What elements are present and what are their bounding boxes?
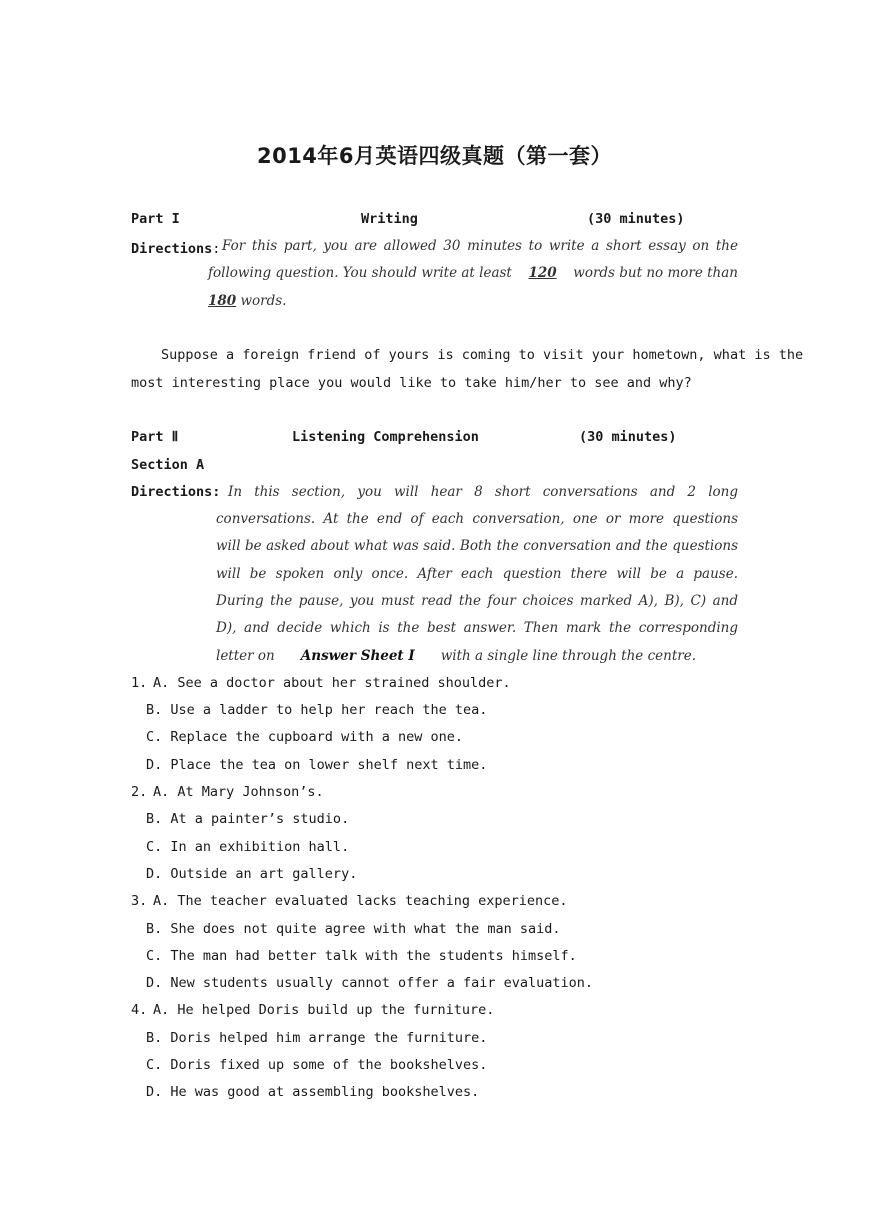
part2-directions-line-6: D), and decide which is the best answer. Then mark the corresponding	[216, 620, 738, 636]
part2-directions-line-1: In this section, you will hear 8 short conversations and 2 long	[228, 484, 738, 500]
writing-prompt-line-2: most interesting place you would like to take him/her to see and why?	[131, 375, 692, 391]
option-b: B. Use a ladder to help her reach the tea.	[146, 702, 488, 718]
part2-name: Listening Comprehension	[292, 429, 479, 445]
word-min: 120	[528, 265, 557, 281]
directions-text: with a single line through the centre.	[440, 648, 696, 664]
directions-text: letter on	[216, 648, 275, 664]
answer-sheet-label: Answer Sheet I	[300, 648, 415, 664]
option-d: D. Place the tea on lower shelf next time.	[146, 757, 488, 773]
part1-directions-label: Directions	[131, 241, 213, 257]
option-d: D. He was good at assembling bookshelves.	[146, 1084, 480, 1100]
option-c: C. Replace the cupboard with a new one.	[146, 729, 463, 745]
directions-text: words but no more than	[573, 265, 738, 281]
directions-text: following question. You should write at least	[208, 265, 512, 281]
part2-directions-line-7	[216, 648, 696, 664]
part1-directions-line-3	[208, 293, 286, 309]
section-a-heading: Section A	[131, 457, 205, 473]
word-max: 180	[208, 293, 237, 309]
option-a: A. See a doctor about her strained shoulder.	[153, 675, 511, 691]
part2-directions-line-3: will be asked about what was said. Both the conversation and the questions	[216, 538, 738, 554]
option-c: C. Doris fixed up some of the bookshelves.	[146, 1057, 488, 1073]
option-a: A. He helped Doris build up the furniture.	[153, 1002, 495, 1018]
question-number: 1.	[131, 675, 148, 691]
part2-directions-line-5: During the pause, you must read the four choices marked A), B), C) and	[216, 593, 738, 609]
part1-time: (30 minutes)	[587, 211, 685, 227]
question-number: 4.	[131, 1002, 148, 1018]
part1-directions-line-2	[208, 265, 738, 281]
part1-directions-heading	[131, 238, 220, 257]
option-b: B. At a painter’s studio.	[146, 811, 350, 827]
option-c: C. In an exhibition hall.	[146, 839, 350, 855]
directions-text: words.	[240, 293, 287, 309]
option-b: B. Doris helped him arrange the furniture.	[146, 1030, 488, 1046]
part2-directions-line-2: conversations. At the end of each conversation, one or more questions	[216, 511, 738, 527]
option-c: C. The man had better talk with the students himself.	[146, 948, 577, 964]
part2-directions-label: Directions:	[131, 484, 221, 500]
question-number: 2.	[131, 784, 148, 800]
question-number: 3.	[131, 893, 148, 909]
part1-label: Part I	[131, 211, 180, 227]
part1-name: Writing	[361, 211, 418, 227]
part2-directions-line-4: will be spoken only once. After each question there will be a pause.	[216, 566, 738, 582]
part1-directions-line-1: For this part, you are allowed 30 minutes to write a short essay on the	[222, 238, 738, 254]
option-a: A. The teacher evaluated lacks teaching experience.	[153, 893, 568, 909]
part2-label: Part Ⅱ	[131, 429, 179, 445]
option-b: B. She does not quite agree with what the man said.	[146, 921, 561, 937]
part1-directions-colon: :	[212, 241, 221, 257]
option-d: D. Outside an art gallery.	[146, 866, 358, 882]
writing-prompt-line-1: Suppose a foreign friend of yours is coming to visit your hometown, what is the	[161, 347, 804, 363]
option-d: D. New students usually cannot offer a fair evaluation.	[146, 975, 594, 991]
part2-time: (30 minutes)	[579, 429, 677, 445]
option-a: A. At Mary Johnson’s.	[153, 784, 324, 800]
page-title: 2014年6月英语四级真题（第一套）	[256, 144, 613, 168]
